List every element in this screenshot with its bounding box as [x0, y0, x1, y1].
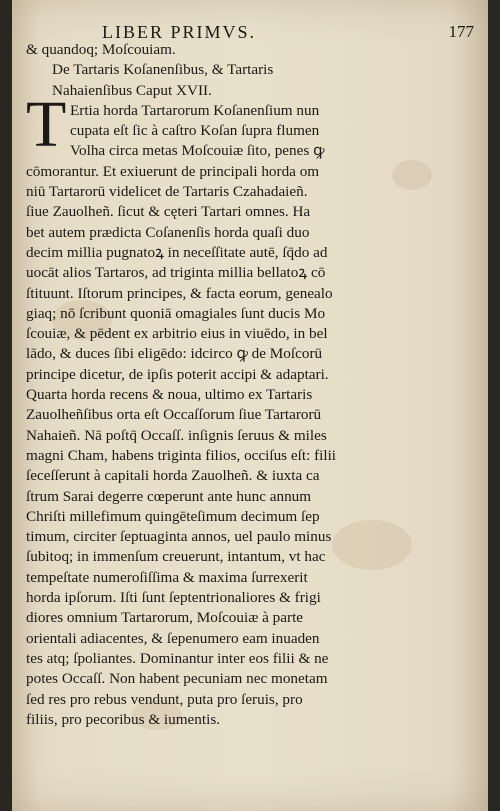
text-line: timum, circiter ſeptuaginta annos, uel paulo minus — [26, 528, 332, 546]
text-line: potes Occaſſ. Non habent pecuniam nec monetam — [26, 670, 328, 688]
text-line: uocāt alios Tartaros, ad triginta millia bellatoꝝ cō — [26, 264, 326, 282]
text-line: orientali adiacentes, & ſepenumero eam inuaden — [26, 629, 320, 647]
text-line: principe dicetur, de ipſis poterit accipi & adaptari. — [26, 365, 329, 383]
text-line: lādo, & duces ſibi eligēdo: idcirco ꝙ de Moſcorū — [26, 345, 323, 363]
text-line: Ertia horda Tartarorum Koſanenſium nun — [70, 101, 320, 119]
text-line: Quarta horda recens & noua, ultimo ex Tartaris — [26, 386, 313, 404]
page-number: 177 — [448, 22, 474, 41]
text-line: cōmorantur. Et exiuerunt de principali horda om — [26, 162, 320, 180]
text-line: magni Cham, habens triginta filios, occiſus eſt: filii — [26, 446, 337, 464]
text-line: ſtituunt. Iſtorum principes, & facta eorum, genealo — [26, 284, 333, 302]
text-line: cupata eſt ſic à caſtro Koſan ſupra flumen — [70, 122, 320, 140]
text-line: ſiue Zauolheñ. ſicut & cęteri Tartari omnes. Ha — [26, 203, 311, 221]
text-line: ſeceſſerunt à capitali horda Zauolheñ. & iuxta ca — [26, 467, 320, 485]
text-line: giaq; nō ſcribunt quoniā omagiales ſunt ducis Mo — [26, 304, 326, 322]
text-line: Nahaieñ. Nā poſtq̄ Occaſſ. inſignis ſeruus & miles — [26, 426, 327, 444]
text-line: Chriſti millefimum quingēteſimum decimum ſep — [26, 507, 320, 525]
text-line: tempeſtate numeroſiſſima & maxima ſurrexerit — [26, 568, 308, 586]
chapter-heading-line: Nahaienſibus Caput XVII. — [52, 81, 212, 99]
text-line: Volha circa metas Moſcouiæ ſito, penes ꝙ — [70, 142, 325, 160]
text-line: ſed res pro rebus vendunt, puta pro ſeruis, pro — [26, 690, 303, 708]
text-line: tes atq; ſpoliantes. Dominantur inter eos filii & ne — [26, 649, 329, 667]
drop-cap-initial: T — [26, 88, 67, 161]
text-line: filiis, pro pecoribus & iumentis. — [26, 710, 221, 728]
text-line: ſtrum Sarai degerre cœperunt ante hunc annum — [26, 487, 312, 505]
text-line: decim millia pugnatoꝝ in neceſſitate autē, ſq̄do ad — [26, 243, 328, 261]
text-line: Zauolheñſibus orta eſt Occaſſorum ſiue Tartarorū — [26, 406, 322, 424]
text-line: ſcouiæ, & pēdent ex arbitrio eius in viuēdo, in bel — [26, 325, 328, 343]
running-header: LIBER PRIMVS. — [102, 22, 257, 42]
text-line: & quandoq; Moſcouiam. — [26, 41, 176, 58]
text-line: diores omnium Tartarorum, Moſcouiæ à parte — [26, 609, 304, 627]
book-page — [12, 0, 488, 811]
text-line: niū Tartarorū videlicet de Tartaris Czahadaieñ. — [26, 183, 308, 201]
text-line: bet autem prædicta Coſanenſis horda quaſi duo — [26, 223, 310, 241]
text-line: ſubitoq; in immenſum creuerunt, intantum, vt hac — [26, 548, 326, 566]
body-text — [26, 40, 406, 730]
chapter-heading-line: De Tartaris Koſanenſibus, & Tartaris — [52, 61, 274, 79]
text-line: horda ipſorum. Iſti ſunt ſeptentrionaliores & frigi — [26, 589, 321, 607]
